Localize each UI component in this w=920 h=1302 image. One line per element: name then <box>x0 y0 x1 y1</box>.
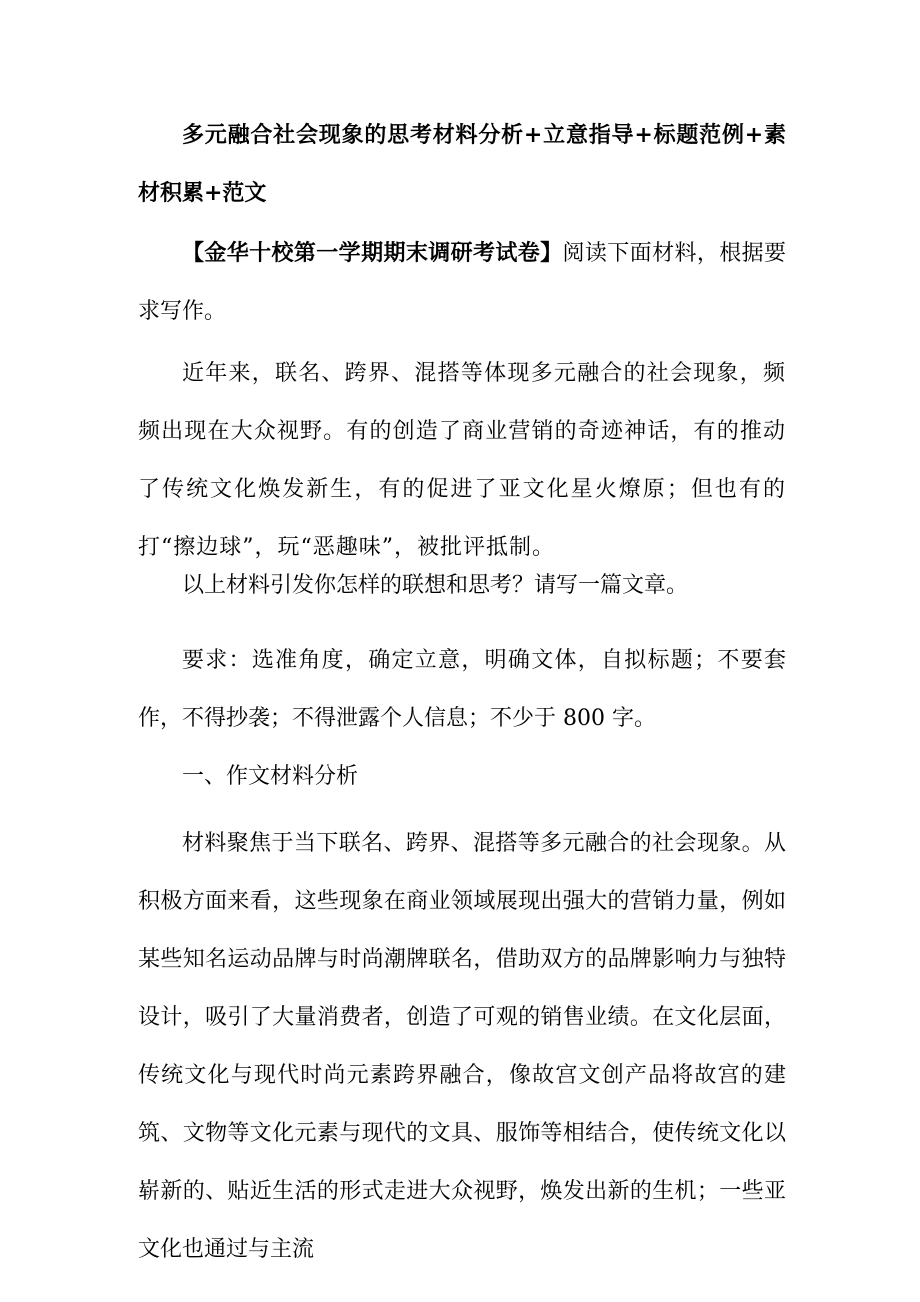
prompt-paragraph: 以上材料引发你怎样的联想和思考？请写一篇文章。 <box>182 573 689 598</box>
source-paragraph <box>138 224 786 341</box>
section-heading: 一、作文材料分析 <box>182 764 359 789</box>
document-title: 多元融合社会现象的思考材料分析+立意指导+标题范例+素材积累+范文 <box>138 122 786 206</box>
analysis-paragraph: 材料聚焦于当下联名、跨界、混搭等多元融合的社会现象。从积极方面来看，这些现象在商业领域展现出强大的营销力量，例如某些知名运动品牌与时尚潮牌联名，借助双方的品牌影响力与独特设计，吸引了大量消费者，创造了可观的销售业绩。在文化层面，传统文化与现代时尚元素跨界融合，像故宫文创产品将故宫的建筑、文物等文化元素与现代的文具、服饰等相结合，使传统文化以崭新的、贴近生活的形式走进大众视野，焕发出新的生机；一些亚文化也通过与主流 <box>138 831 786 1262</box>
exam-source: 【金华十校第一学期期末调研考试卷】 <box>182 240 563 266</box>
material-paragraph: 近年来，联名、跨界、混搭等体现多元融合的社会现象，频频出现在大众视野。有的创造了商业营销的奇迹神话，有的推动了传统文化焕发新生，有的促进了亚文化星火燎原；但也有的打“擦边球”，玩“恶趣味”，被批评抵制。 <box>138 361 786 560</box>
requirements-paragraph: 要求：选准角度，确定立意，明确文体，自拟标题；不要套作，不得抄袭；不得泄露个人信息；不少于 800 字。 <box>138 648 786 731</box>
instruction-text: 阅读下面材料，根据要求写作。 <box>138 241 786 324</box>
